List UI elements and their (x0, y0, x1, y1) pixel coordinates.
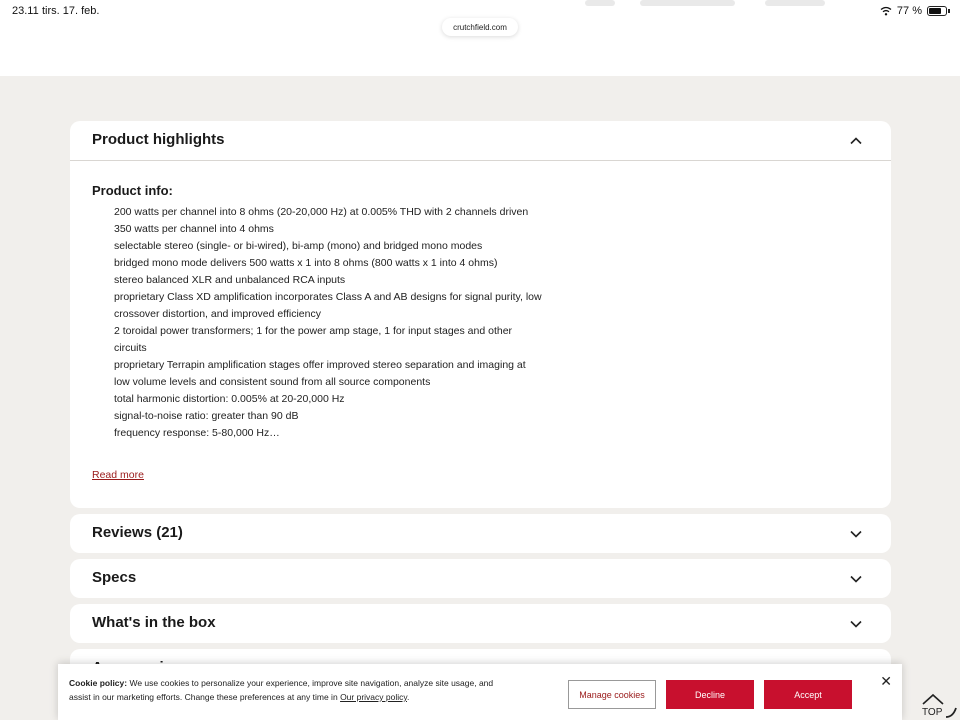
battery-percent: 77 % (896, 5, 922, 17)
list-item: signal-to-noise ratio: greater than 90 dB (114, 410, 299, 422)
section-title: Specs (92, 569, 137, 586)
wifi-icon (880, 6, 892, 16)
chevron-down-icon[interactable] (849, 527, 863, 541)
list-item: stereo balanced XLR and unbalanced RCA inputs (114, 274, 346, 286)
url-bar[interactable] (442, 18, 518, 36)
back-to-top-button[interactable] (919, 692, 959, 720)
list-item: 200 watts per channel into 8 ohms (20-20,000 Hz) at 0.005% THD with 2 channels driven (114, 206, 529, 218)
status-date: tirs. 17. feb. (42, 5, 100, 17)
section-title: Reviews (21) (92, 524, 183, 541)
specs-section[interactable] (70, 559, 891, 598)
url-text: crutchfield.com (453, 22, 507, 32)
cookie-banner (58, 664, 902, 720)
accept-button[interactable]: Accept (764, 680, 852, 709)
section-title: What's in the box (92, 614, 216, 631)
list-item: selectable stereo (single- or bi-wired), bi-amp (mono) and bridged mono modes (114, 240, 483, 252)
close-icon[interactable]: ✕ (880, 673, 892, 689)
product-info-heading: Product info: (92, 183, 173, 198)
chevron-down-icon[interactable] (849, 617, 863, 631)
toolbar-ghost (765, 0, 825, 6)
read-more-link[interactable]: Read more (92, 469, 144, 481)
cookie-message: We use cookies to personalize your experience, improve site navigation, analyze site usage, and assist in our marketing efforts. Change these preferences at any time in (69, 678, 494, 702)
browser-status-bar (0, 0, 960, 76)
list-item: total harmonic distortion: 0.005% at 20-20,000 Hz (114, 393, 345, 405)
battery-icon (927, 6, 947, 16)
product-highlights-section (70, 121, 891, 508)
section-title[interactable]: Product highlights (92, 131, 225, 148)
list-item: frequency response: 5-80,000 Hz… (114, 427, 280, 439)
whats-in-the-box-section[interactable] (70, 604, 891, 643)
cookie-text: Cookie policy: We use cookies to personalize your experience, improve site navigation, analyze site usage, and assist in our marketing efforts. Change these preferences at any time in Our privacy policy. (69, 678, 494, 702)
list-item: proprietary Class XD amplification incorporates Class A and AB designs for signal purity, low crossover distortion, and improved efficiency (114, 291, 542, 320)
toolbar-ghost (640, 0, 735, 6)
chevron-down-icon[interactable] (849, 572, 863, 586)
privacy-policy-link[interactable]: Our privacy policy (340, 692, 407, 702)
reviews-section[interactable] (70, 514, 891, 553)
home-arrow-icon (921, 692, 945, 706)
chevron-up-icon[interactable] (849, 134, 863, 148)
product-info-list (114, 204, 544, 442)
list-item: proprietary Terrapin amplification stages offer improved stereo separation and imaging at low volume levels and consistent sound from all source components (114, 359, 526, 388)
divider (70, 160, 891, 161)
manage-cookies-button[interactable]: Manage cookies (568, 680, 656, 709)
toolbar-ghost (585, 0, 615, 6)
status-indicators (880, 5, 950, 17)
top-label: TOP (922, 707, 943, 718)
status-time: 23.11 (12, 5, 39, 17)
list-item: bridged mono mode delivers 500 watts x 1 into 8 ohms (800 watts x 1 into 4 ohms) (114, 257, 498, 269)
list-item: 2 toroidal power transformers; 1 for the power amp stage, 1 for input stages and other circuits (114, 325, 513, 354)
cookie-label: Cookie policy: (69, 678, 128, 688)
list-item: 350 watts per channel into 4 ohms (114, 223, 274, 235)
swoosh-icon (945, 706, 957, 718)
decline-button[interactable]: Decline (666, 680, 754, 709)
